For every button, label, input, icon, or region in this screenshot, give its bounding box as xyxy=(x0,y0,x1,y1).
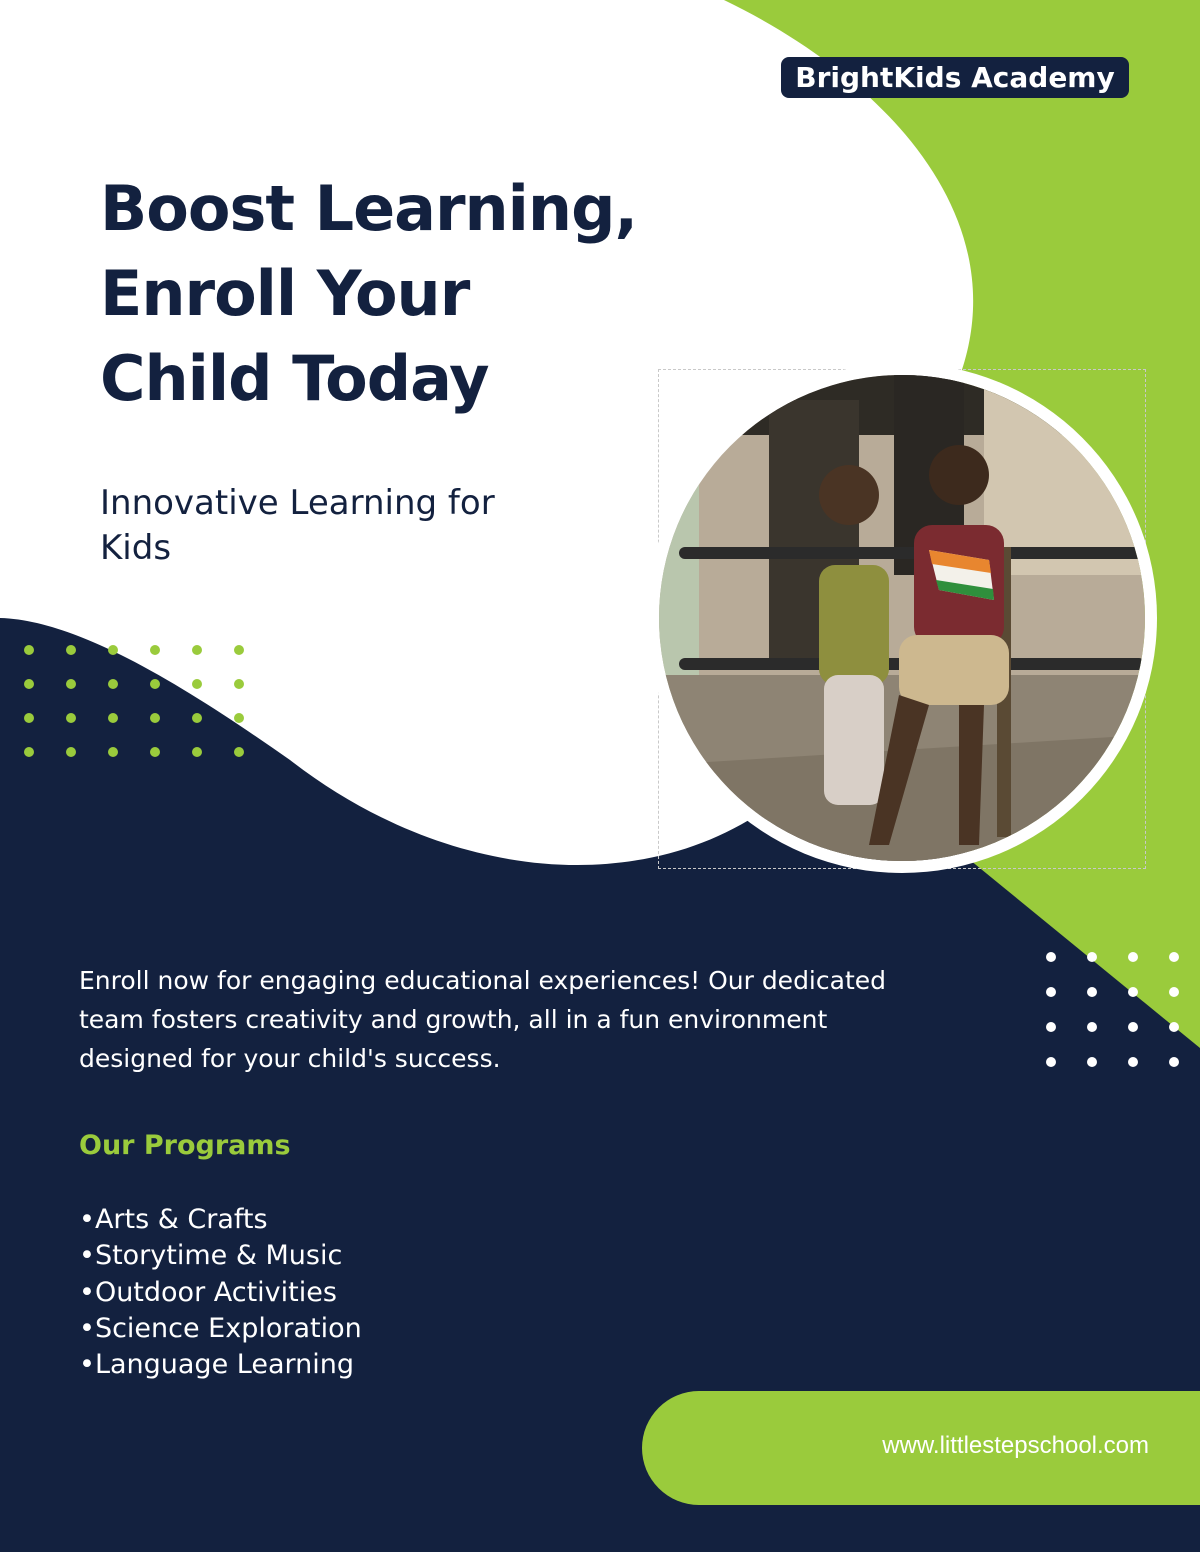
children-photo xyxy=(659,375,1145,861)
program-item-language-learning: • Language Learning xyxy=(79,1347,362,1383)
website-url: www.littlestepschool.com xyxy=(882,1432,1149,1459)
programs-heading: Our Programs xyxy=(79,1130,291,1161)
program-item-outdoor-activities: • Outdoor Activities xyxy=(79,1275,362,1311)
programs-list xyxy=(79,1202,362,1383)
program-item-science-exploration: • Science Exploration xyxy=(79,1311,362,1347)
intro-paragraph: Enroll now for engaging educational experiences! Our dedicated team fosters creativity and growth, all in a fun environment designed for your child's success. xyxy=(79,966,886,1073)
hero-title-line-2: Enroll Your xyxy=(100,257,470,330)
decorative-dot-grid-right xyxy=(1046,952,1179,1067)
hero-title-line-3: Child Today xyxy=(100,342,489,415)
program-item-arts-crafts: • Arts & Crafts xyxy=(79,1202,362,1238)
hero-title xyxy=(100,166,700,421)
hero-title-line-1: Boost Learning, xyxy=(100,172,638,245)
hero-subtitle: Innovative Learning for Kids xyxy=(100,483,495,568)
brand-badge: BrightKids Academy xyxy=(781,57,1129,98)
decorative-dot-grid-left xyxy=(24,645,244,757)
program-item-storytime-music: • Storytime & Music xyxy=(79,1238,362,1274)
